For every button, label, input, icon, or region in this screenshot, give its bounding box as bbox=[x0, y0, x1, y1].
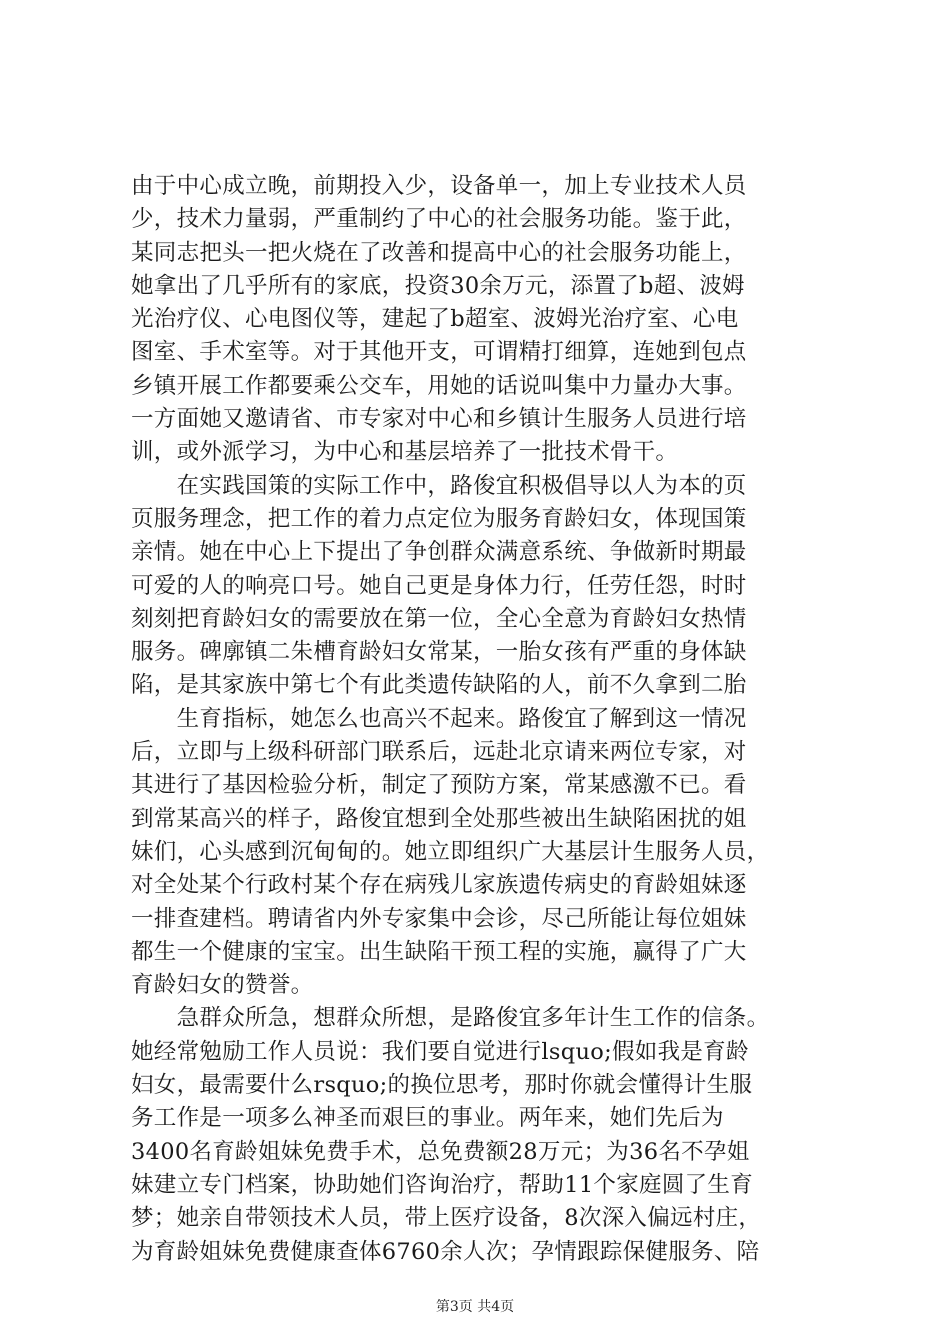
text-line: 乡镇开展工作都要乘公交车，用她的话说叫集中力量办大事。 bbox=[131, 372, 747, 399]
text-line: 都生一个健康的宝宝。出生缺陷干预工程的实施，赢得了广大 bbox=[131, 938, 747, 965]
text-line: 育龄妇女的赞誉。 bbox=[131, 972, 314, 999]
text-line: 她经常勉励工作人员说：我们要自觉进行lsquo;假如我是育龄 bbox=[131, 1038, 749, 1065]
text-line: 妹们，心头感到沉甸甸的。她立即组织广大基层计生服务人员， bbox=[131, 838, 770, 865]
text-line: 一方面她又邀请省、市专家对中心和乡镇计生服务人员进行培 bbox=[131, 406, 747, 433]
text-line: 陷，是其家族中第七个有此类遗传缺陷的人，前不久拿到二胎 bbox=[131, 672, 747, 699]
text-line: 到常某高兴的样子，路俊宜想到全处那些被出生缺陷困扰的姐 bbox=[131, 805, 747, 832]
text-line: 生育指标，她怎么也高兴不起来。路俊宜了解到这一情况 bbox=[131, 705, 747, 732]
text-line: 对全处某个行政村某个存在病残儿家族遗传病史的育龄姐妹逐 bbox=[131, 872, 747, 899]
page-footer: 第3页 共4页 bbox=[435, 1299, 515, 1315]
text-line: 务工作是一项多么神圣而艰巨的事业。两年来，她们先后为 bbox=[131, 1105, 724, 1132]
text-line: 3400名育龄姐妹免费手术，总免费额28万元；为36名不孕姐 bbox=[131, 1138, 750, 1165]
text-line: 页服务理念，把工作的着力点定位为服务育龄妇女，体现国策 bbox=[131, 505, 747, 532]
body-text bbox=[131, 170, 831, 1269]
text-line: 在实践国策的实际工作中，路俊宜积极倡导以人为本的页 bbox=[131, 472, 747, 499]
text-line: 妇女，最需要什么rsquo;的换位思考，那时你就会懂得计生服 bbox=[131, 1072, 753, 1099]
text-line: 梦；她亲自带领技术人员，带上医疗设备，8次深入偏远村庄， bbox=[131, 1205, 762, 1232]
text-line: 妹建立专门档案，协助她们咨询治疗，帮助11个家庭圆了生育 bbox=[131, 1171, 754, 1198]
text-line: 训，或外派学习，为中心和基层培养了一批技术骨干。 bbox=[131, 439, 679, 466]
text-line: 图室、手术室等。对于其他开支，可谓精打细算，连她到包点 bbox=[131, 339, 747, 366]
text-line: 后，立即与上级科研部门联系后，远赴北京请来两位专家，对 bbox=[131, 739, 747, 766]
text-line: 少，技术力量弱，严重制约了中心的社会服务功能。鉴于此， bbox=[131, 206, 747, 233]
text-line: 某同志把头一把火烧在了改善和提高中心的社会服务功能上， bbox=[131, 239, 747, 266]
text-line: 刻刻把育龄妇女的需要放在第一位，全心全意为育龄妇女热情 bbox=[131, 605, 747, 632]
text-line: 其进行了基因检验分析，制定了预防方案，常某感激不已。看 bbox=[131, 772, 747, 799]
text-line: 光治疗仪、心电图仪等，建起了b超室、波姆光治疗室、心电 bbox=[131, 306, 739, 333]
text-line: 她拿出了几乎所有的家底，投资30余万元，添置了b超、波姆 bbox=[131, 272, 745, 299]
text-line: 可爱的人的响亮口号。她自己更是身体力行，任劳任怨，时时 bbox=[131, 572, 747, 599]
text-line: 急群众所急，想群众所想，是路俊宜多年计生工作的信条。 bbox=[131, 1005, 770, 1032]
text-line: 为育龄姐妹免费健康查体6760余人次；孕情跟踪保健服务、陪 bbox=[131, 1238, 760, 1265]
text-line: 一排查建档。聘请省内外专家集中会诊，尽己所能让每位姐妹 bbox=[131, 905, 747, 932]
text-line: 由于中心成立晚，前期投入少，设备单一，加上专业技术人员 bbox=[131, 173, 747, 199]
text-line: 服务。碑廓镇二朱槽育龄妇女常某，一胎女孩有严重的身体缺 bbox=[131, 639, 747, 666]
text-line: 亲情。她在中心上下提出了争创群众满意系统、争做新时期最 bbox=[131, 539, 747, 566]
